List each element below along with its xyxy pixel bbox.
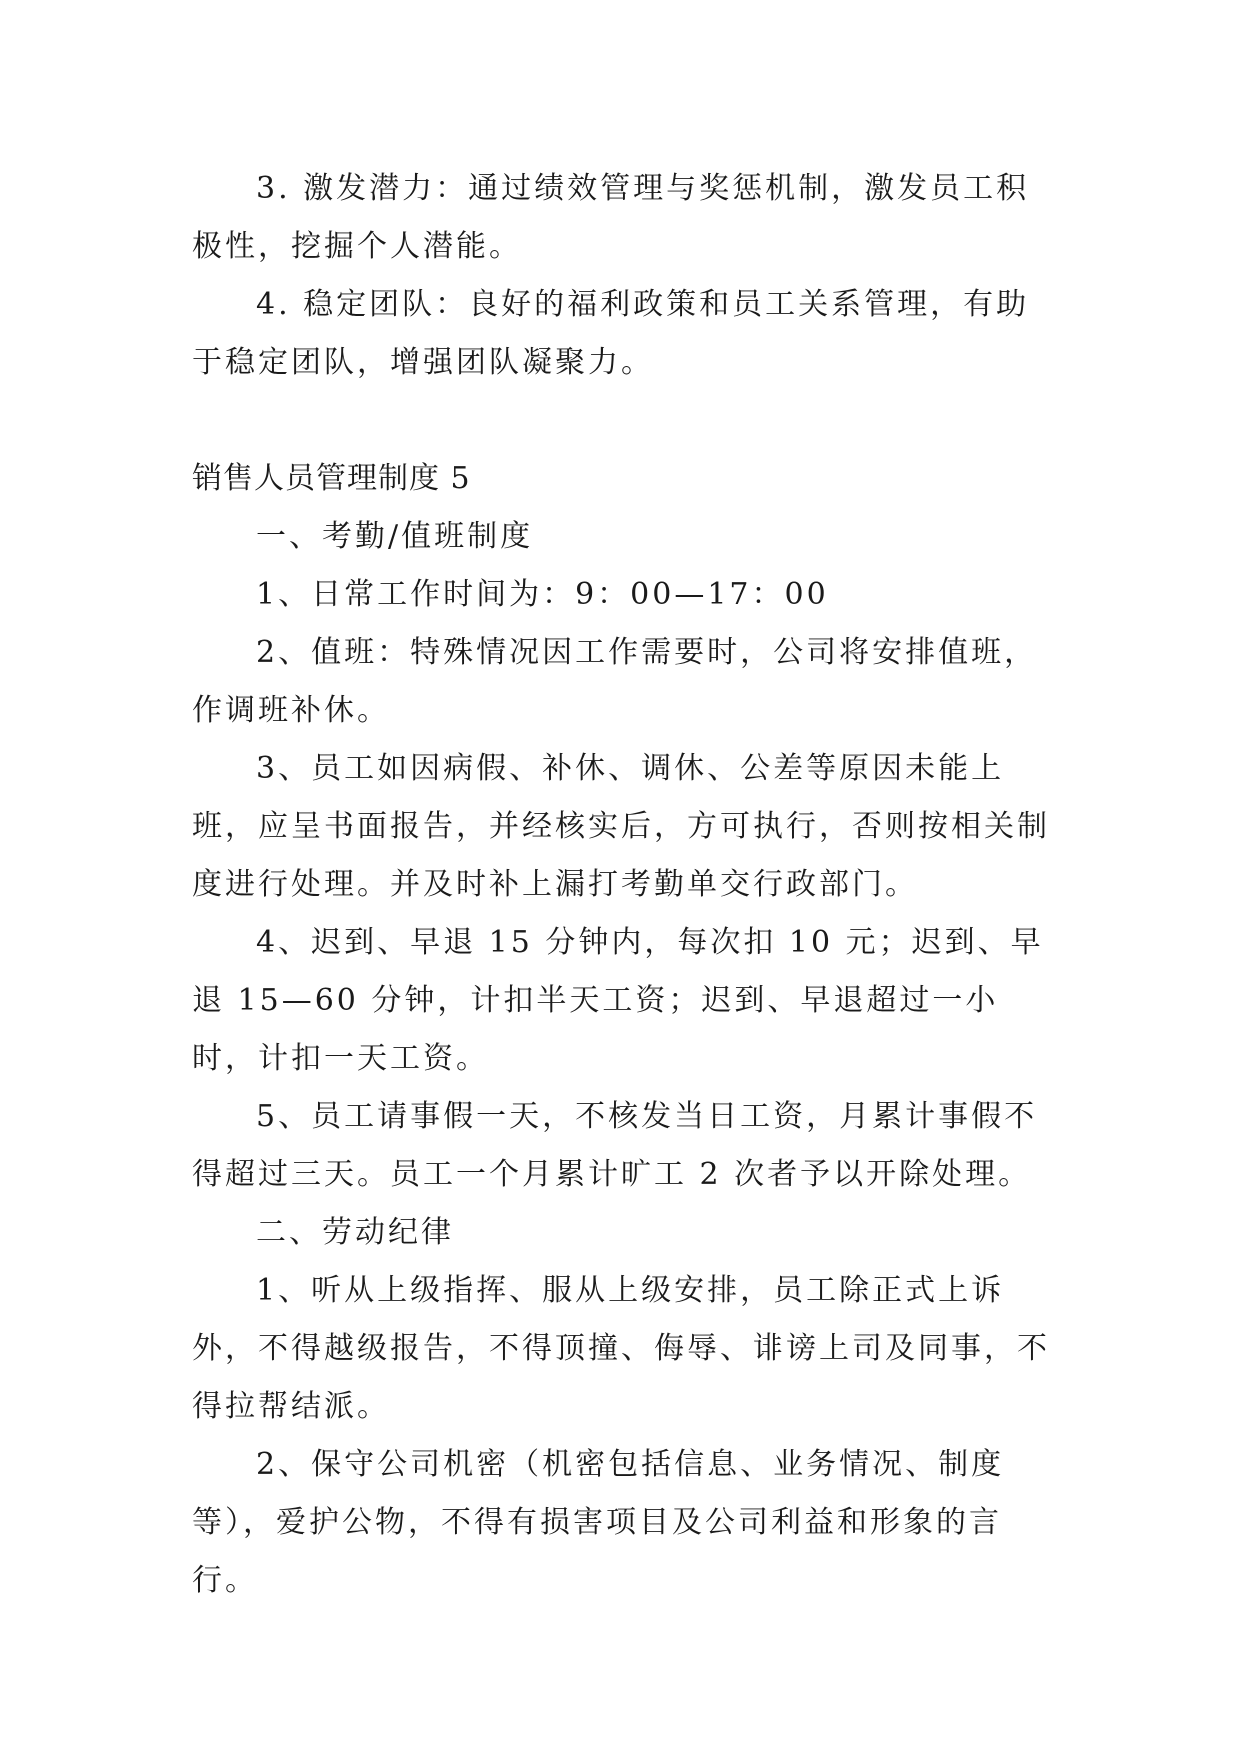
paragraph-motivate-potential: 3. 激发潜力：通过绩效管理与奖惩机制，激发员工积极性，挖掘个人潜能。 [192, 171, 1030, 264]
paragraph-confidentiality: 2、保守公司机密（机密包括信息、业务情况、制度等），爱护公物，不得有损害项目及公司利益和形象的言行。 [192, 1447, 1005, 1598]
heading-attendance: 一、考勤/值班制度 [256, 519, 534, 554]
paragraph-work-hours: 1、日常工作时间为：9：00—17：00 [256, 577, 829, 612]
paragraph-leave-report: 3、员工如因病假、补休、调休、公差等原因未能上班，应呈书面报告，并经核实后，方可执行，否则按相关制度进行处理。并及时补上漏打考勤单交行政部门。 [192, 751, 1050, 902]
paragraph-obey-superiors: 1、听从上级指挥、服从上级安排，员工除正式上诉外，不得越级报告，不得顶撞、侮辱、诽谤上司及同事，不得拉帮结派。 [192, 1273, 1050, 1424]
section-title: 销售人员管理制度 5 [192, 461, 471, 496]
paragraph-late-penalty: 4、迟到、早退 15 分钟内，每次扣 10 元；迟到、早退 15—60 分钟，计扣半天工资；迟到、早退超过一小时，计扣一天工资。 [192, 925, 1044, 1076]
heading-labor-discipline: 二、劳动纪律 [256, 1215, 454, 1250]
section-gap [192, 392, 1052, 450]
document-page [192, 160, 1052, 1610]
paragraph-duty: 2、值班：特殊情况因工作需要时，公司将安排值班，作调班补休。 [192, 635, 1038, 728]
paragraph-personal-leave: 5、员工请事假一天，不核发当日工资，月累计事假不得超过三天。员工一个月累计旷工 2 次者予以开除处理。 [192, 1099, 1038, 1192]
paragraph-stabilize-team: 4. 稳定团队：良好的福利政策和员工关系管理，有助于稳定团队，增强团队凝聚力。 [192, 287, 1030, 380]
